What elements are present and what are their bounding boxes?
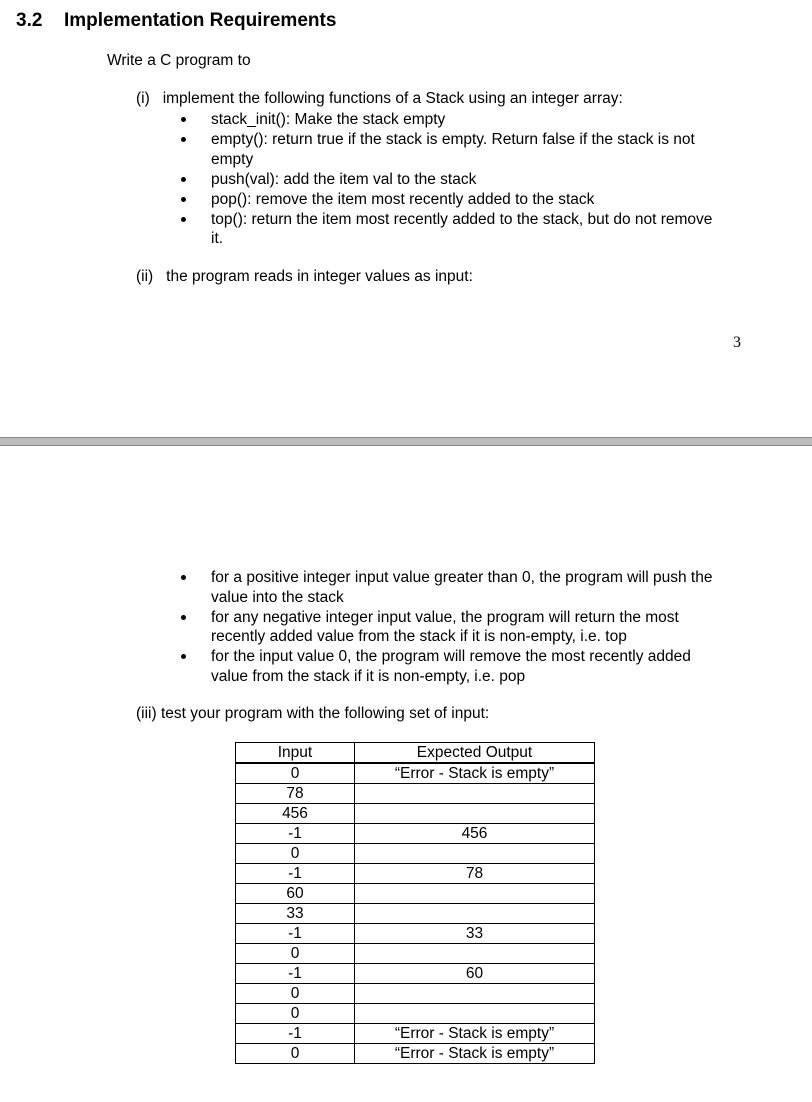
- page-number: 3: [733, 334, 741, 351]
- section-heading: [16, 10, 336, 32]
- input-cell: 0: [236, 844, 355, 864]
- input-cell: 60: [236, 884, 355, 904]
- expected-output-cell: [355, 944, 595, 964]
- bullet-icon: [181, 177, 186, 182]
- table-row: [236, 824, 595, 844]
- table-row: [236, 1004, 595, 1024]
- input-cell: -1: [236, 824, 355, 844]
- part-ii-text: the program reads in integer values as input:: [166, 268, 473, 285]
- bullet-icon: [181, 197, 186, 202]
- table-row: [236, 904, 595, 924]
- test-cases-table: [235, 742, 595, 1064]
- bullet-line: pop(): remove the item most recently added to the stack: [211, 190, 595, 208]
- list-item: [180, 190, 720, 210]
- list-item: [180, 130, 720, 169]
- input-cell: -1: [236, 924, 355, 944]
- list-item: [180, 210, 720, 249]
- bullet-icon: [181, 615, 186, 620]
- table-row: [236, 784, 595, 804]
- table-row: [236, 1044, 595, 1064]
- table-row: [236, 984, 595, 1004]
- table-row: [236, 964, 595, 984]
- table-body: [236, 763, 595, 1064]
- table-row: [236, 763, 595, 784]
- table-header-row: [236, 743, 595, 764]
- bullet-line: value from the stack if it is non-empty, i.e. pop: [211, 667, 526, 685]
- list-item: [180, 110, 720, 130]
- expected-output-cell: [355, 804, 595, 824]
- bullet-line: empty(): return true if the stack is empty. Return false if the stack is not: [211, 131, 695, 148]
- input-cell: 78: [236, 784, 355, 804]
- bullet-line: stack_init(): Make the stack empty: [211, 111, 446, 128]
- bullet-line: push(val): add the item val to the stack: [211, 170, 477, 188]
- expected-output-cell: “Error - Stack is empty”: [355, 763, 595, 784]
- table-row: [236, 804, 595, 824]
- expected-output-cell: [355, 904, 595, 924]
- expected-output-cell: 33: [355, 924, 595, 944]
- section-number: 3.2: [16, 10, 43, 31]
- bullet-line: value into the stack: [211, 588, 344, 606]
- part-i-heading: [136, 90, 623, 108]
- part-i-label: (i): [136, 90, 150, 107]
- part-ii-heading: [136, 268, 473, 286]
- intro-text: Write a C program to: [107, 52, 251, 69]
- table-row: [236, 884, 595, 904]
- column-header-expected-output: Expected Output: [355, 743, 595, 764]
- bullet-line: it.: [211, 230, 224, 247]
- input-cell: 456: [236, 804, 355, 824]
- column-header-input: Input: [236, 743, 355, 764]
- page-break-divider: [0, 437, 812, 446]
- input-cell: -1: [236, 964, 355, 984]
- input-rules-list: [180, 568, 720, 687]
- part-ii-label: (ii): [136, 268, 154, 285]
- bullet-line: for any negative integer input value, the program will return the most: [211, 608, 679, 626]
- list-item: [180, 170, 720, 190]
- section-title: Implementation Requirements: [64, 10, 337, 31]
- expected-output-cell: 78: [355, 864, 595, 884]
- input-cell: 0: [236, 944, 355, 964]
- input-cell: 0: [236, 1044, 355, 1064]
- bullet-line: recently added value from the stack if it is non-empty, i.e. top: [211, 628, 627, 645]
- bullet-line: for the input value 0, the program will remove the most recently added: [211, 648, 691, 665]
- expected-output-cell: [355, 1004, 595, 1024]
- list-item: [180, 608, 720, 647]
- stack-functions-list: [180, 110, 720, 249]
- input-cell: -1: [236, 1024, 355, 1044]
- bullet-icon: [181, 217, 186, 222]
- expected-output-cell: [355, 784, 595, 804]
- input-cell: 0: [236, 984, 355, 1004]
- bullet-line: empty: [211, 150, 254, 168]
- input-cell: 0: [236, 763, 355, 784]
- part-i-text: implement the following functions of a Stack using an integer array:: [162, 90, 623, 107]
- bullet-icon: [181, 117, 186, 122]
- table-row: [236, 844, 595, 864]
- expected-output-cell: “Error - Stack is empty”: [355, 1024, 595, 1044]
- bullet-icon: [181, 654, 186, 659]
- expected-output-cell: [355, 984, 595, 1004]
- expected-output-cell: [355, 844, 595, 864]
- bullet-line: for a positive integer input value greater than 0, the program will push the: [211, 569, 713, 586]
- bullet-icon: [181, 575, 186, 580]
- bullet-icon: [181, 137, 186, 142]
- input-cell: -1: [236, 864, 355, 884]
- table-row: [236, 924, 595, 944]
- part-iii-heading: (iii) test your program with the following set of input:: [136, 705, 490, 722]
- list-item: [180, 647, 720, 686]
- table-row: [236, 1024, 595, 1044]
- expected-output-cell: 60: [355, 964, 595, 984]
- input-cell: 33: [236, 904, 355, 924]
- expected-output-cell: [355, 884, 595, 904]
- table-row: [236, 864, 595, 884]
- input-cell: 0: [236, 1004, 355, 1024]
- expected-output-cell: “Error - Stack is empty”: [355, 1044, 595, 1064]
- table-row: [236, 944, 595, 964]
- list-item: [180, 568, 720, 607]
- expected-output-cell: 456: [355, 824, 595, 844]
- bullet-line: top(): return the item most recently added to the stack, but do not remove: [211, 210, 713, 228]
